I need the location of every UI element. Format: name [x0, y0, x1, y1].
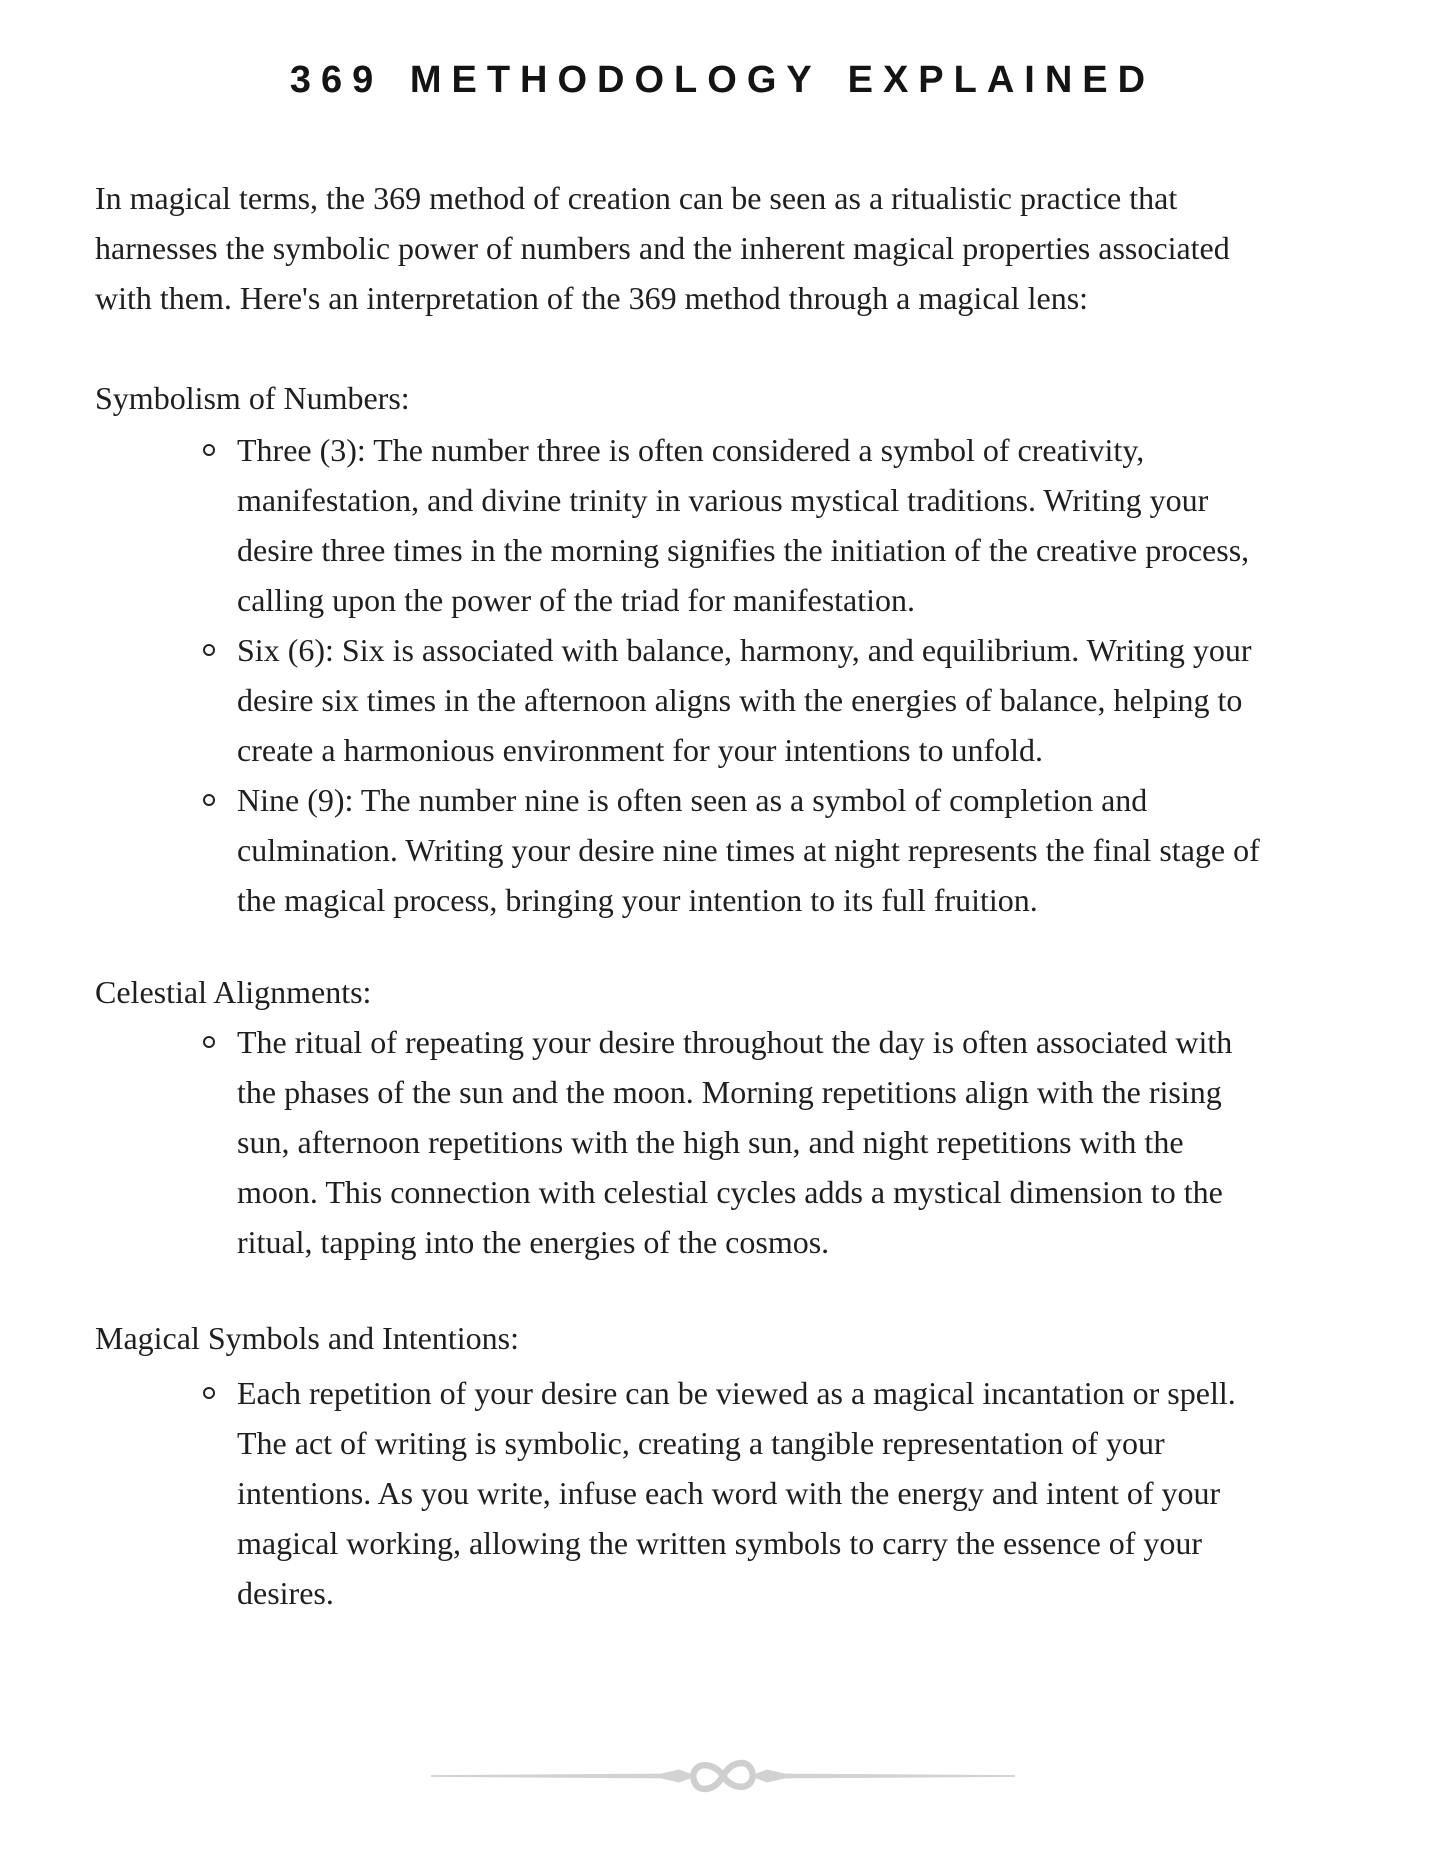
- bullet-line: manifestation, and divine trinity in various mystical traditions. Writing your: [237, 482, 1209, 518]
- bullet-line: Three (3): The number three is often considered a symbol of creativity,: [237, 432, 1145, 468]
- bullet-line: desire six times in the afternoon aligns with the energies of balance, helping to: [237, 682, 1243, 718]
- bullet-line: desires.: [237, 1575, 334, 1611]
- bullet-line: The ritual of repeating your desire throughout the day is often associated with: [237, 1024, 1233, 1060]
- bullet-circle-icon: [203, 644, 215, 656]
- bullet-line: magical working, allowing the written symbols to carry the essence of your: [237, 1525, 1203, 1561]
- bullet-line: Six (6): Six is associated with balance, harmony, and equilibrium. Writing your: [237, 632, 1252, 668]
- footer-divider: [95, 1748, 1350, 1804]
- bullet-line: moon. This connection with celestial cycles adds a mystical dimension to the: [237, 1174, 1223, 1210]
- bullet-line: desire three times in the morning signifies the initiation of the creative process,: [237, 532, 1250, 568]
- bullet-line: Nine (9): The number nine is often seen as a symbol of completion and: [237, 782, 1148, 818]
- bullet-line: intentions. As you write, infuse each word with the energy and intent of your: [237, 1475, 1221, 1511]
- bullet-circle-icon: [203, 444, 215, 456]
- bullet-list-symbolism: [95, 425, 1350, 925]
- section-heading-celestial: Celestial Alignments:: [95, 974, 372, 1010]
- bullet-circle-icon: [203, 794, 215, 806]
- page-title: 369 METHODOLOGY EXPLAINED: [289, 59, 1156, 101]
- bullet-line: the phases of the sun and the moon. Morning repetitions align with the rising: [237, 1074, 1222, 1110]
- list-item: [95, 775, 1350, 925]
- bullet-line: ritual, tapping into the energies of the cosmos.: [237, 1224, 830, 1260]
- bullet-line: culmination. Writing your desire nine times at night represents the final stage of: [237, 832, 1260, 868]
- bullet-line: create a harmonious environment for your intentions to unfold.: [237, 732, 1044, 768]
- list-item: [95, 425, 1350, 625]
- bullet-circle-icon: [203, 1387, 215, 1399]
- section-heading-magical: Magical Symbols and Intentions:: [95, 1320, 519, 1356]
- list-item: [95, 625, 1350, 775]
- intro-line: In magical terms, the 369 method of creation can be seen as a ritualistic practice that: [95, 180, 1178, 216]
- bullet-line: sun, afternoon repetitions with the high sun, and night repetitions with the: [237, 1124, 1184, 1160]
- bullet-circle-icon: [203, 1036, 215, 1048]
- bullet-line: calling upon the power of the triad for manifestation.: [237, 582, 916, 618]
- bullet-list-celestial: [95, 1017, 1350, 1267]
- intro-paragraph: [95, 173, 1350, 323]
- list-item: [95, 1017, 1350, 1267]
- infinity-divider-icon: [423, 1748, 1023, 1804]
- list-item: [95, 1368, 1350, 1618]
- bullet-list-magical: [95, 1368, 1350, 1618]
- intro-line: harnesses the symbolic power of numbers and the inherent magical properties associated: [95, 230, 1230, 266]
- bullet-line: the magical process, bringing your intention to its full fruition.: [237, 882, 1038, 918]
- intro-line: with them. Here's an interpretation of the 369 method through a magical lens:: [95, 280, 1089, 316]
- bullet-line: The act of writing is symbolic, creating a tangible representation of your: [237, 1425, 1165, 1461]
- section-heading-symbolism: Symbolism of Numbers:: [95, 380, 410, 416]
- bullet-line: Each repetition of your desire can be viewed as a magical incantation or spell.: [237, 1375, 1236, 1411]
